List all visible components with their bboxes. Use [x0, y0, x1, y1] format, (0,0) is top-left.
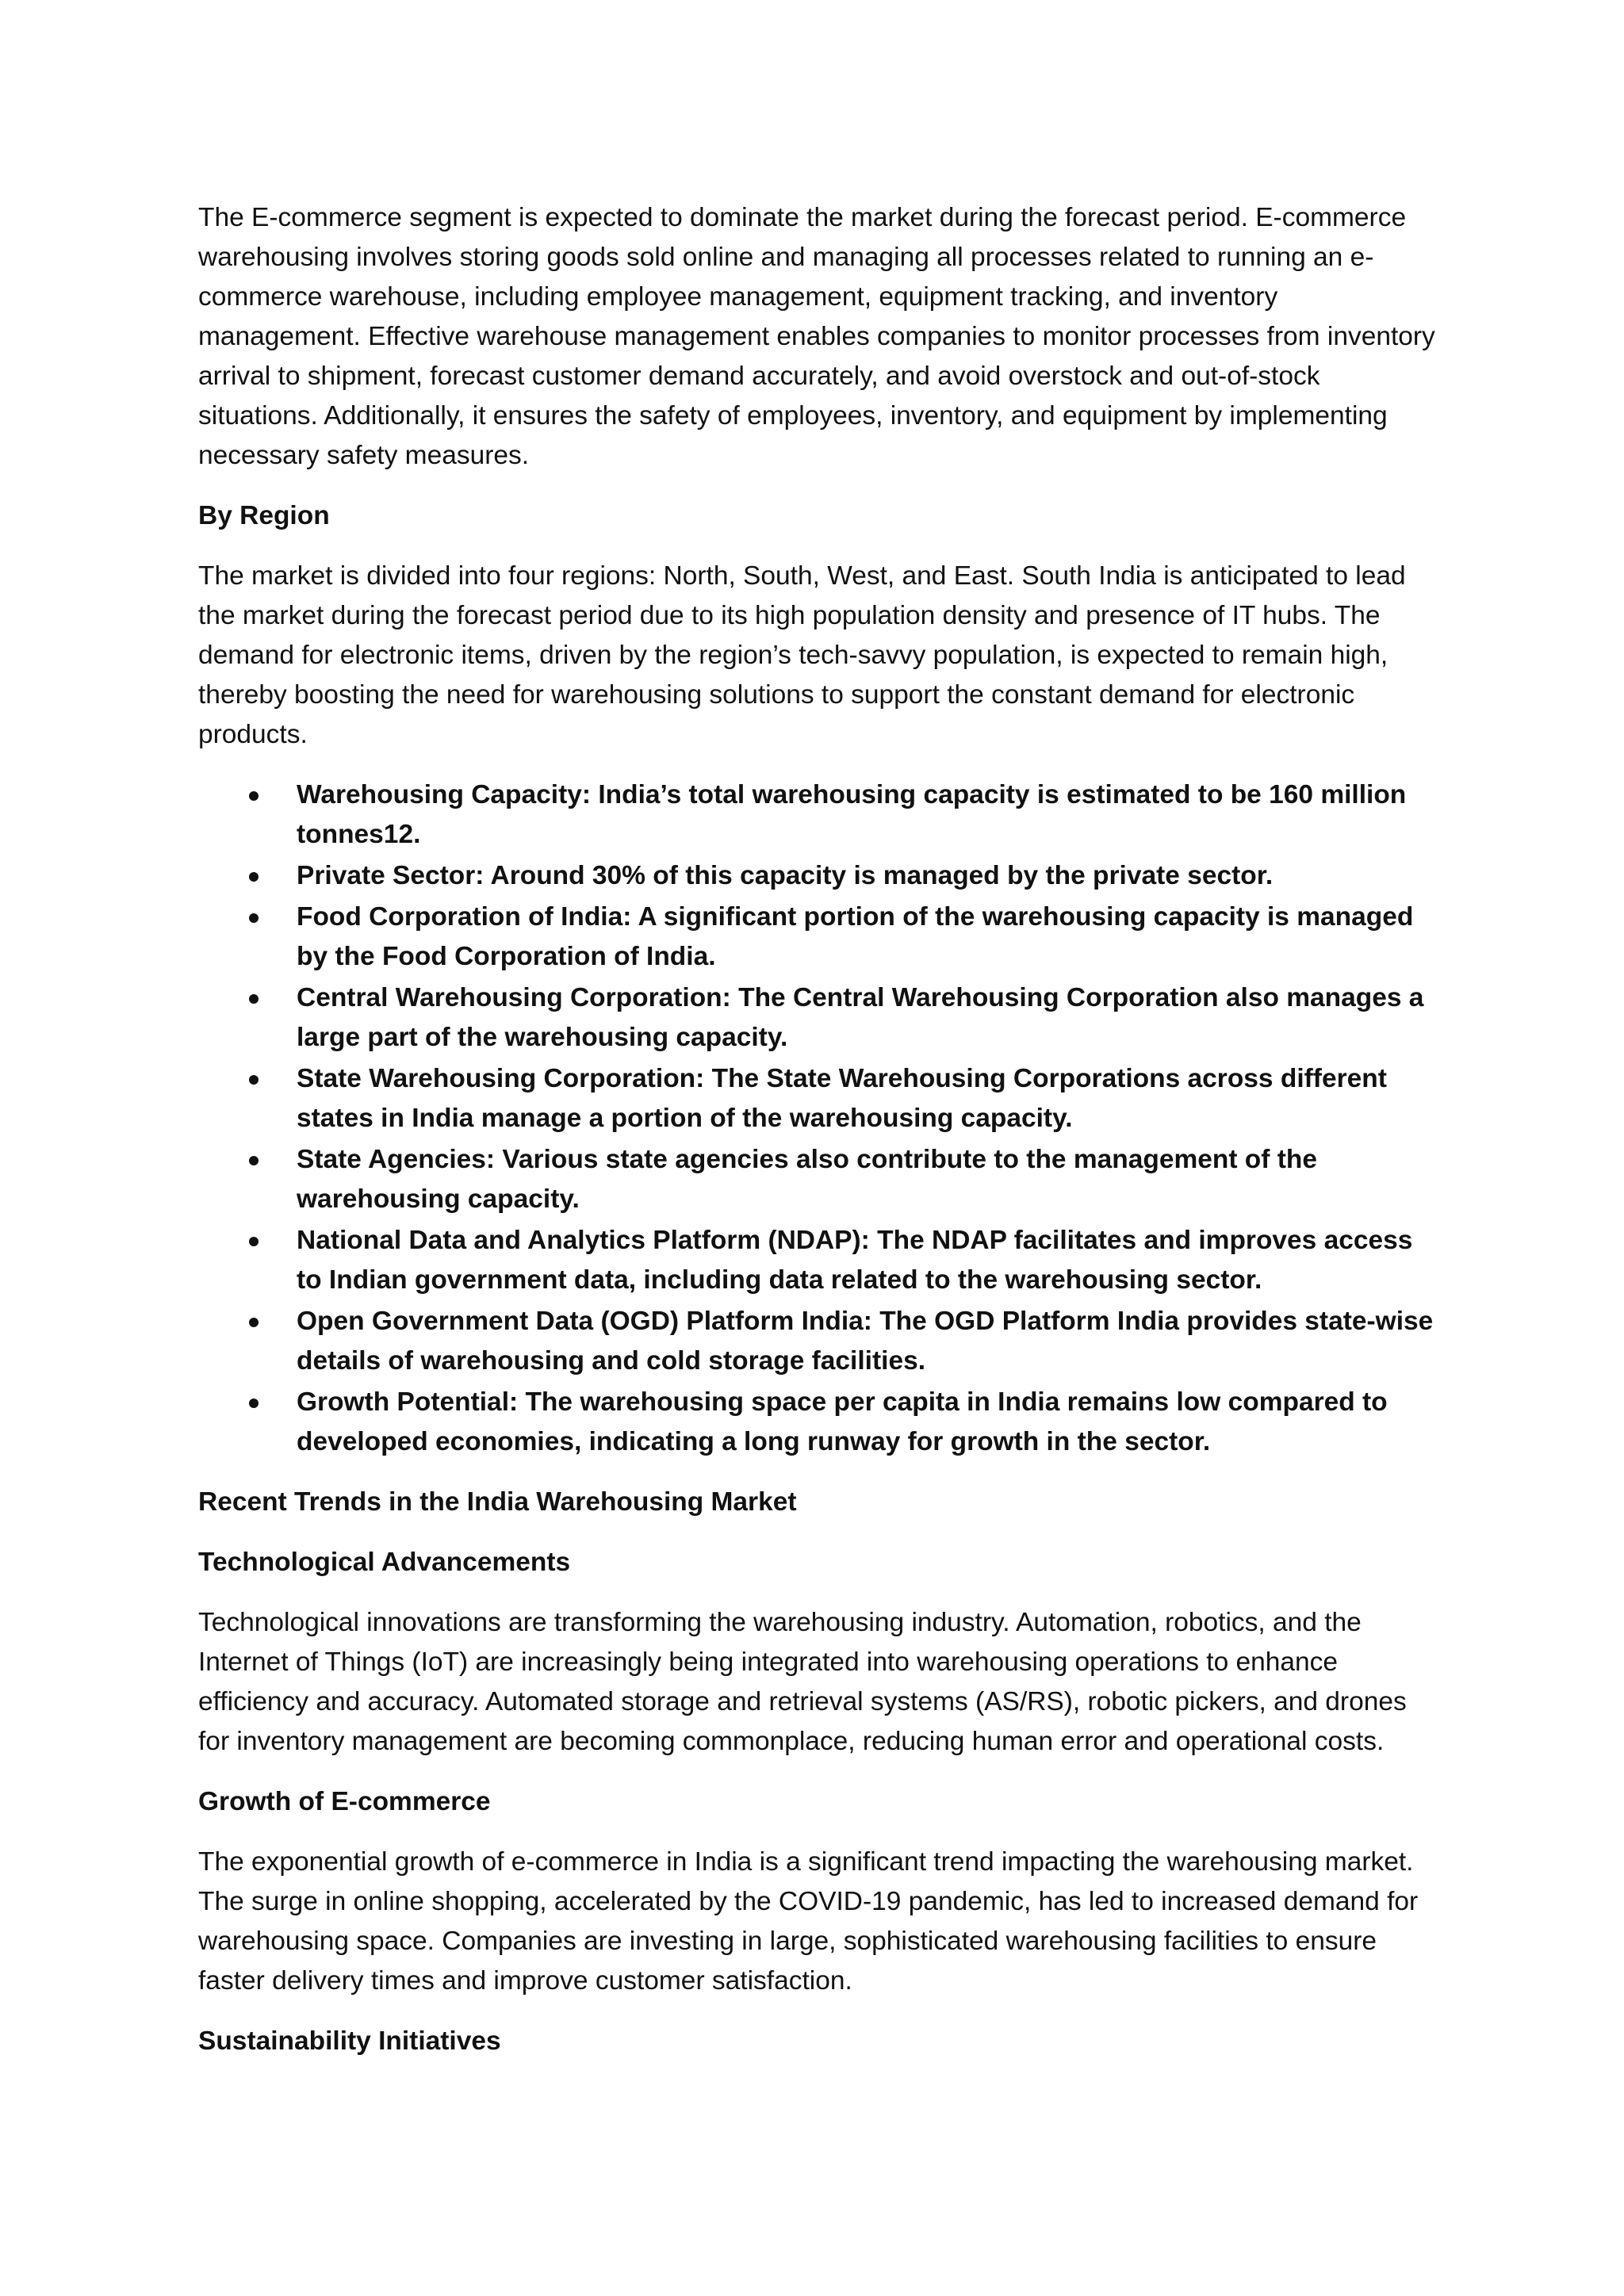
bullet-text: Growth Potential: The warehousing space per capita in India remains low compared to developed economies, indicating a long runway for growth in the sector. — [297, 1387, 1388, 1456]
bullet-icon — [249, 1237, 259, 1246]
bullet-icon — [249, 994, 259, 1004]
tech-heading: Technological Advancements — [198, 1548, 571, 1577]
bullet-icon — [249, 1075, 259, 1085]
bullet-item — [198, 897, 1435, 977]
bullet-icon — [249, 1399, 259, 1408]
bullet-item — [198, 978, 1435, 1058]
bullet-item — [198, 1140, 1435, 1219]
ecommerce-paragraph: The exponential growth of e-commerce in India is a significant trend impacting the warehousing market. The surge in online shopping, accelerated by the COVID-19 pandemic, has led to increased demand for warehousing space. Companies are investing in large, sophisticated warehousing facilities to ensure faster delivery times and improve customer satisfaction. — [198, 1847, 1419, 1996]
bullet-item — [198, 1059, 1435, 1138]
intro-paragraph: The E-commerce segment is expected to dominate the market during the forecast period. E-commerce warehousing involves storing goods sold online and managing all processes related to running an e-commerce warehouse, including employee management, equipment tracking, and inventory management. Effective warehouse management enables companies to monitor processes from inventory arrival to shipment, forecast customer demand accurately, and avoid overstock and out-of-stock situations. Additionally, it ensures the safety of employees, inventory, and equipment by implementing necessary safety measures. — [198, 203, 1435, 470]
capacity-bullet-list — [198, 775, 1435, 1462]
bullet-icon — [249, 913, 259, 923]
document-page — [198, 198, 1435, 2082]
bullet-text: Food Corporation of India: A significant portion of the warehousing capacity is managed by the Food Corporation of India. — [297, 902, 1414, 971]
bullet-text: State Warehousing Corporation: The State Warehousing Corporations across different states in India manage a portion of the warehousing capacity. — [297, 1064, 1387, 1133]
bullet-icon — [249, 872, 259, 882]
region-heading: By Region — [198, 501, 330, 530]
bullet-item — [198, 1383, 1435, 1462]
bullet-text: Open Government Data (OGD) Platform India: The OGD Platform India provides state-wise details of warehousing and cold storage facilities. — [297, 1307, 1434, 1376]
bullet-icon — [249, 1318, 259, 1327]
bullet-text: National Data and Analytics Platform (NDAP): The NDAP facilitates and improves access to Indian government data, including data related to the warehousing sector. — [297, 1226, 1413, 1295]
tech-paragraph: Technological innovations are transforming the warehousing industry. Automation, robotics, and the Internet of Things (IoT) are increasingly being integrated into warehousing operations to enhance efficiency and accuracy. Automated storage and retrieval systems (AS/RS), robotic pickers, and drones for inventory management are becoming commonplace, reducing human error and operational costs. — [198, 1608, 1407, 1756]
bullet-text: State Agencies: Various state agencies also contribute to the management of the warehousing capacity. — [297, 1145, 1317, 1214]
bullet-icon — [249, 1156, 259, 1165]
sustainability-heading: Sustainability Initiatives — [198, 2026, 501, 2056]
bullet-text: Central Warehousing Corporation: The Central Warehousing Corporation also manages a large part of the warehousing capacity. — [297, 983, 1424, 1052]
region-paragraph: The market is divided into four regions: North, South, West, and East. South India is anticipated to lead the market during the forecast period due to its high population density and presence of IT hubs. The demand for electronic items, driven by the region’s tech-savvy population, is expected to remain high, thereby boosting the need for warehousing solutions to support the constant demand for electronic products. — [198, 561, 1406, 749]
bullet-icon — [249, 791, 259, 801]
bullet-item — [198, 856, 1435, 896]
bullet-item — [198, 1221, 1435, 1300]
trends-heading: Recent Trends in the India Warehousing Market — [198, 1487, 797, 1517]
ecommerce-heading: Growth of E-commerce — [198, 1787, 491, 1816]
bullet-item — [198, 775, 1435, 855]
bullet-text: Private Sector: Around 30% of this capacity is managed by the private sector. — [297, 861, 1274, 890]
bullet-text: Warehousing Capacity: India’s total warehousing capacity is estimated to be 160 million tonnes12. — [297, 780, 1407, 849]
bullet-item — [198, 1302, 1435, 1381]
